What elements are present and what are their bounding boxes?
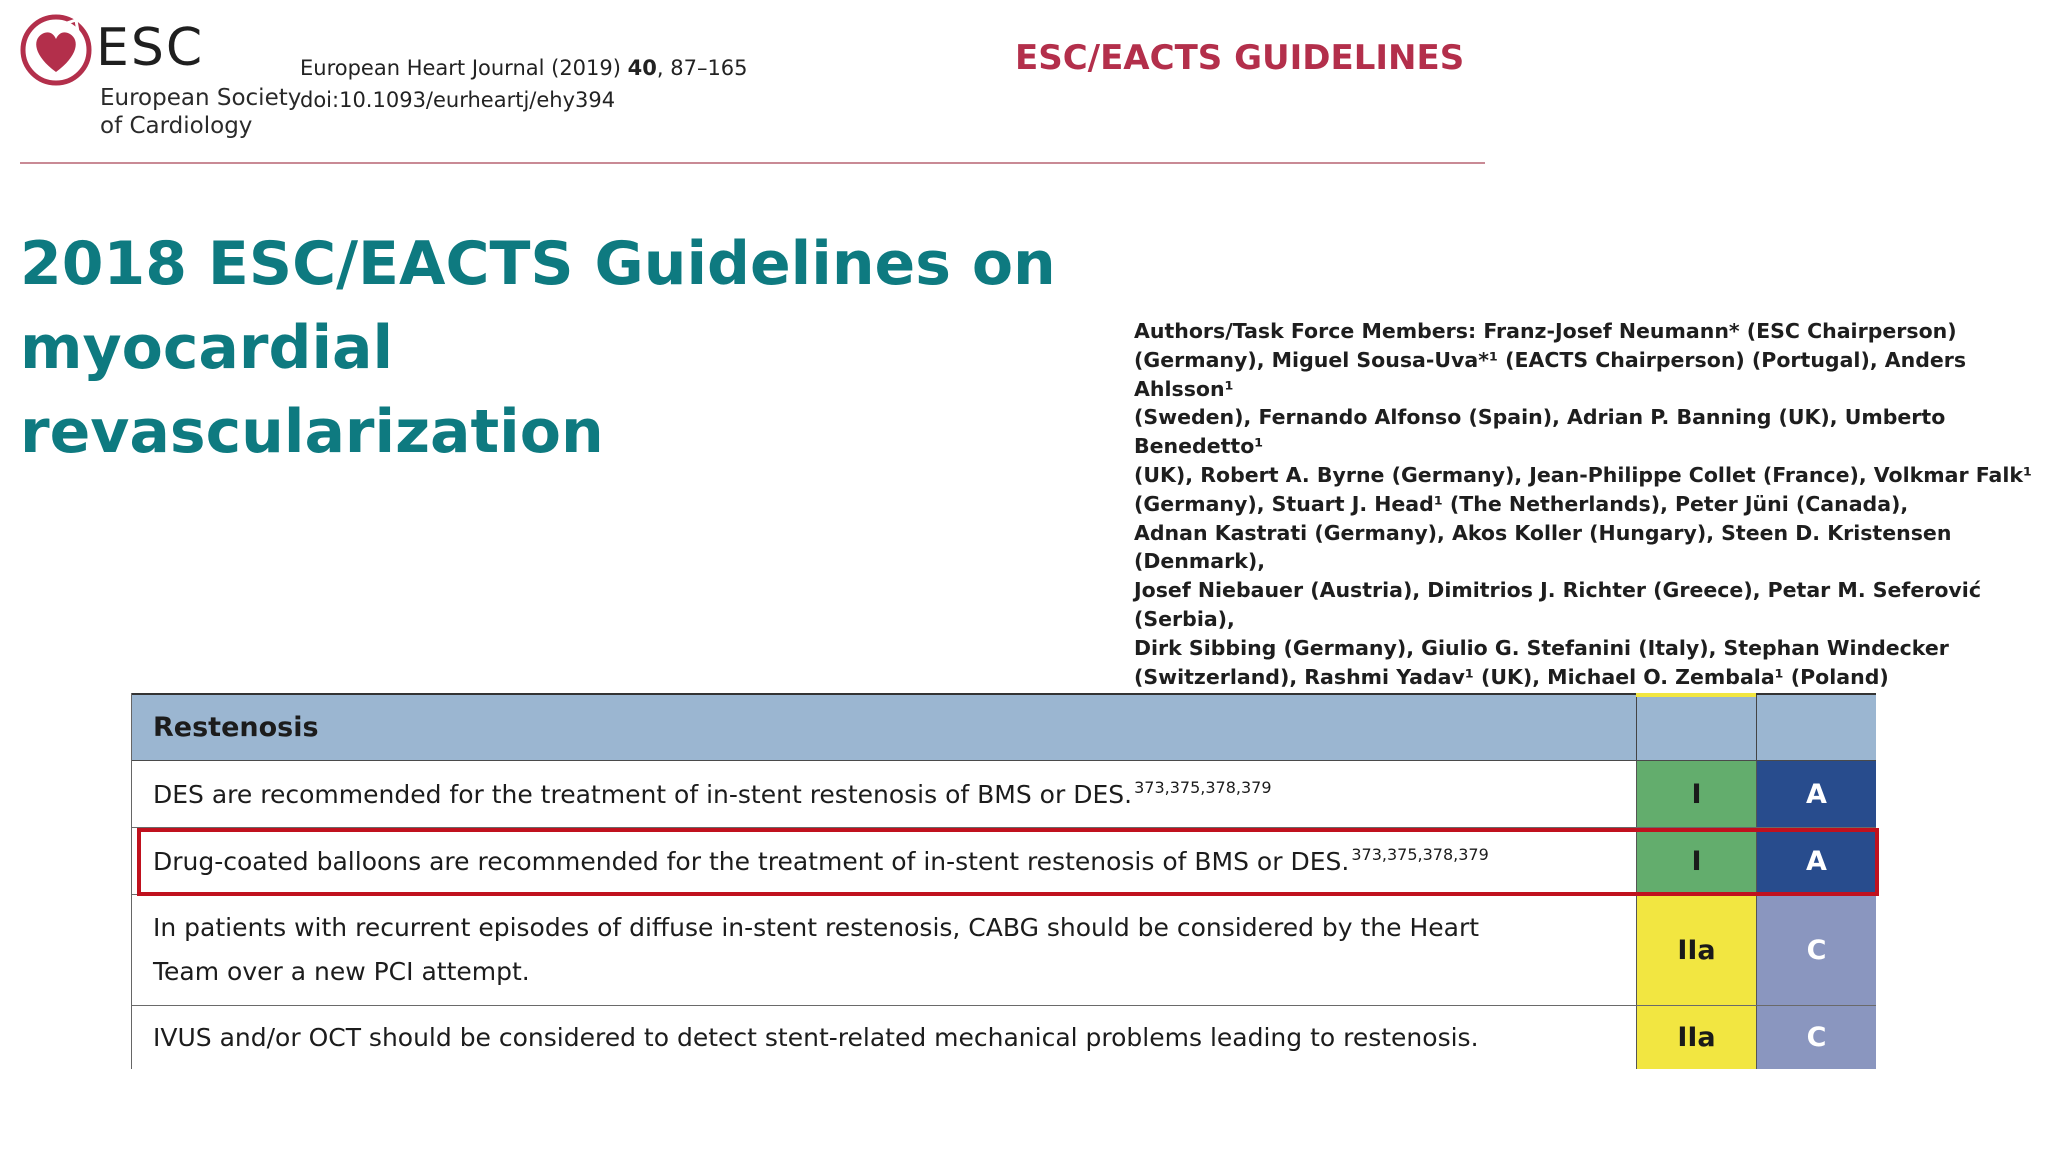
- recommendation-text-body: Drug-coated balloons are recommended for the treatment of in-stent restenosis of BMS or DES.: [153, 846, 1350, 876]
- author-line: (UK), Robert A. Byrne (Germany), Jean-Philippe Collet (France), Volkmar Falk¹: [1134, 462, 2032, 487]
- logo-org-name: [100, 84, 330, 140]
- author-line: Authors/Task Force Members: Franz-Josef Neumann* (ESC Chairperson): [1134, 319, 1957, 343]
- recommendation-text: IVUS and/or OCT should be considered to detect stent-related mechanical problems leading to restenosis.: [153, 1023, 1479, 1052]
- author-line: Adnan Kastrati (Germany), Akos Koller (Hungary), Steen D. Kristensen (Denmark),: [1134, 520, 1952, 574]
- esc-logo: [20, 14, 300, 139]
- guidelines-banner: ESC/EACTS GUIDELINES: [1015, 38, 1465, 78]
- journal-citation-prefix: European Heart Journal (2019): [300, 56, 628, 80]
- table-header-row: [131, 693, 1876, 761]
- title-line2: revascularization: [20, 397, 604, 467]
- logo-org-line2: of Cardiology: [100, 113, 253, 139]
- journal-citation: [300, 56, 748, 80]
- page-title: [20, 222, 1120, 474]
- author-line: (Germany), Stuart J. Head¹ (The Netherlands), Peter Jüni (Canada),: [1134, 491, 1909, 516]
- reference-numbers: 373,375,378,379: [1134, 778, 1272, 798]
- recommendation-text-body: DES are recommended for the treatment of in-stent restenosis of BMS or DES.: [153, 779, 1133, 809]
- class-of-recommendation: I: [1636, 828, 1756, 894]
- table-row: [131, 895, 1876, 1006]
- header-class-accent: [1636, 693, 1756, 697]
- journal-doi: doi:10.1093/eurheartj/ehy394: [300, 88, 616, 112]
- recommendation-text: [131, 895, 1636, 1005]
- level-of-evidence: C: [1756, 895, 1876, 1005]
- recommendation-text-body: In patients with recurrent episodes of diffuse in-stent restenosis, CABG should be considered by the Heart Team over a new PCI attempt.: [153, 913, 1480, 986]
- header-divider: [20, 162, 1485, 164]
- logo-org-line1: European Society: [100, 85, 302, 111]
- highlight-annotation-box: [137, 828, 1879, 896]
- author-line: Dirk Sibbing (Germany), Giulio G. Stefanini (Italy), Stephan Windecker: [1134, 635, 1949, 660]
- table-header-title: Restenosis: [153, 712, 319, 743]
- table-row: [131, 1006, 1876, 1069]
- table-row: [131, 761, 1876, 828]
- level-of-evidence: C: [1756, 1006, 1876, 1069]
- table-header-class-cell: [1636, 695, 1756, 760]
- author-line: (Germany), Miguel Sousa-Uva*¹ (EACTS Chairperson) (Portugal), Anders Ahlsson¹: [1134, 347, 1967, 401]
- journal-pages: , 87–165: [656, 56, 748, 80]
- recommendation-text: [131, 761, 1636, 827]
- table-left-border: [131, 693, 132, 1069]
- author-list: [1134, 317, 2034, 691]
- logo-wordmark: ESC: [96, 18, 205, 78]
- author-line: (Sweden), Fernando Alfonso (Spain), Adrian P. Banning (UK), Umberto Benedetto¹: [1134, 405, 1946, 459]
- table-header-level-cell: [1756, 695, 1876, 760]
- reference-numbers: 373,375,378,379: [1351, 845, 1489, 865]
- title-line1: 2018 ESC/EACTS Guidelines on myocardial: [20, 229, 1056, 383]
- heart-icon: [20, 14, 92, 86]
- class-of-recommendation: I: [1636, 761, 1756, 827]
- author-line: (Switzerland), Rashmi Yadav¹ (UK), Michael O. Zembala¹ (Poland): [1134, 664, 1889, 689]
- journal-volume: 40: [627, 56, 657, 80]
- level-of-evidence: A: [1756, 761, 1876, 827]
- class-of-recommendation: IIa: [1636, 1006, 1756, 1069]
- author-line: Josef Niebauer (Austria), Dimitrios J. Richter (Greece), Petar M. Seferović (Serbia),: [1134, 578, 1981, 631]
- class-of-recommendation: IIa: [1636, 895, 1756, 1005]
- level-of-evidence: A: [1756, 828, 1876, 894]
